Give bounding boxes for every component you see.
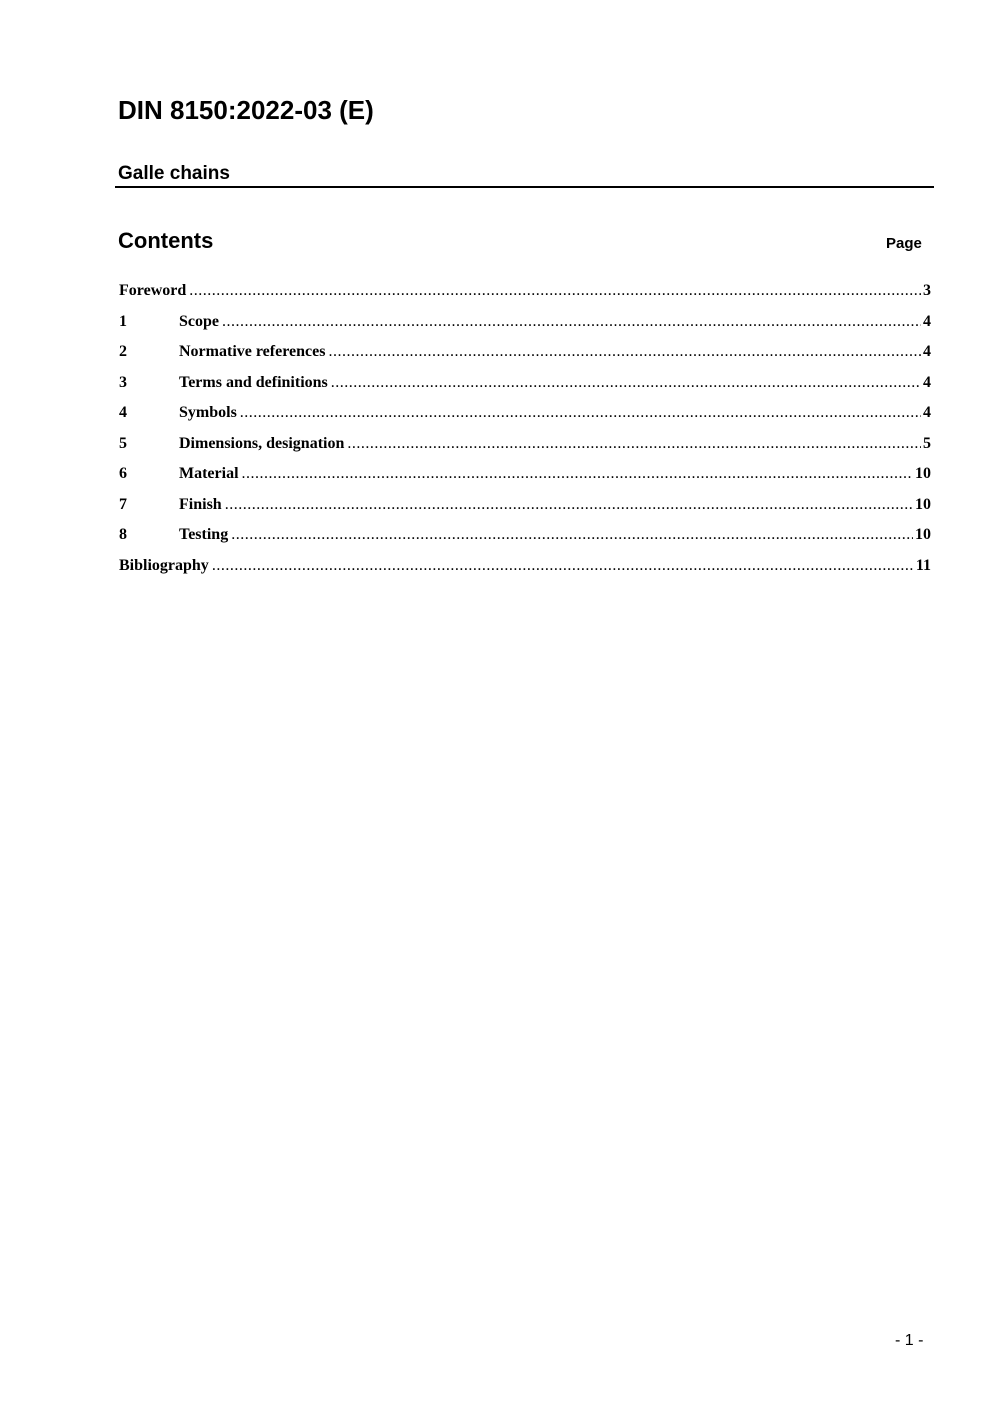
toc-dot-leader bbox=[347, 429, 921, 459]
toc-entry-page: 4 bbox=[923, 373, 931, 391]
toc-entry-title: Symbols bbox=[179, 404, 237, 421]
document-subtitle: Galle chains bbox=[118, 163, 230, 184]
toc-entry-page: 5 bbox=[923, 434, 931, 452]
toc-entry-page: 4 bbox=[923, 312, 931, 330]
toc-entry-title: Foreword bbox=[119, 282, 187, 299]
table-of-contents bbox=[119, 276, 931, 581]
toc-entry-number: 8 bbox=[119, 526, 127, 543]
toc-dot-leader bbox=[331, 368, 921, 398]
toc-dot-leader bbox=[189, 276, 921, 306]
toc-entry-number: 5 bbox=[119, 434, 127, 452]
toc-entry-title: Terms and definitions bbox=[179, 373, 328, 391]
toc-entry-material[interactable] bbox=[119, 459, 931, 490]
toc-entry-scope[interactable] bbox=[119, 307, 931, 338]
toc-entry-title: Scope bbox=[179, 312, 219, 330]
document-title: DIN 8150:2022-03 (E) bbox=[118, 95, 374, 125]
toc-entry-title: Testing bbox=[179, 526, 229, 543]
toc-entry-page: 10 bbox=[915, 495, 931, 513]
toc-entry-title: Dimensions, designation bbox=[179, 434, 345, 452]
toc-entry-number: 6 bbox=[119, 465, 127, 482]
toc-entry-page: 10 bbox=[915, 526, 931, 543]
toc-dot-leader bbox=[225, 490, 913, 520]
toc-entry-foreword[interactable] bbox=[119, 276, 931, 307]
toc-entry-title: Normative references bbox=[179, 343, 326, 360]
toc-dot-leader bbox=[242, 459, 913, 489]
toc-dot-leader bbox=[222, 307, 921, 337]
toc-entry-page: 4 bbox=[923, 404, 931, 421]
toc-entry-bibliography[interactable] bbox=[119, 551, 931, 582]
toc-entry-number: 7 bbox=[119, 495, 127, 513]
toc-entry-dimensions-designation[interactable] bbox=[119, 429, 931, 460]
toc-entry-symbols[interactable] bbox=[119, 398, 931, 429]
toc-dot-leader bbox=[240, 398, 921, 428]
toc-entry-testing[interactable] bbox=[119, 520, 931, 551]
toc-entry-page: 11 bbox=[915, 556, 931, 574]
page-column-label: Page bbox=[886, 235, 922, 252]
toc-entry-number: 1 bbox=[119, 312, 127, 330]
toc-entry-number: 3 bbox=[119, 373, 127, 391]
toc-entry-number: 2 bbox=[119, 343, 127, 360]
page-number: - 1 - bbox=[895, 1332, 924, 1349]
toc-entry-title: Material bbox=[179, 465, 239, 482]
contents-heading: Contents bbox=[118, 228, 214, 253]
subtitle-divider bbox=[115, 186, 934, 188]
toc-entry-finish[interactable] bbox=[119, 490, 931, 521]
toc-dot-leader bbox=[212, 551, 914, 581]
toc-entry-normative-references[interactable] bbox=[119, 337, 931, 368]
toc-entry-title: Bibliography bbox=[119, 556, 209, 574]
toc-dot-leader bbox=[328, 337, 921, 367]
toc-entry-page: 10 bbox=[915, 465, 931, 482]
toc-entry-page: 3 bbox=[923, 282, 931, 299]
toc-entry-title: Finish bbox=[179, 495, 222, 513]
toc-entry-number: 4 bbox=[119, 404, 127, 421]
toc-dot-leader bbox=[231, 520, 913, 550]
toc-entry-terms-and-definitions[interactable] bbox=[119, 368, 931, 399]
toc-entry-page: 4 bbox=[923, 343, 931, 360]
